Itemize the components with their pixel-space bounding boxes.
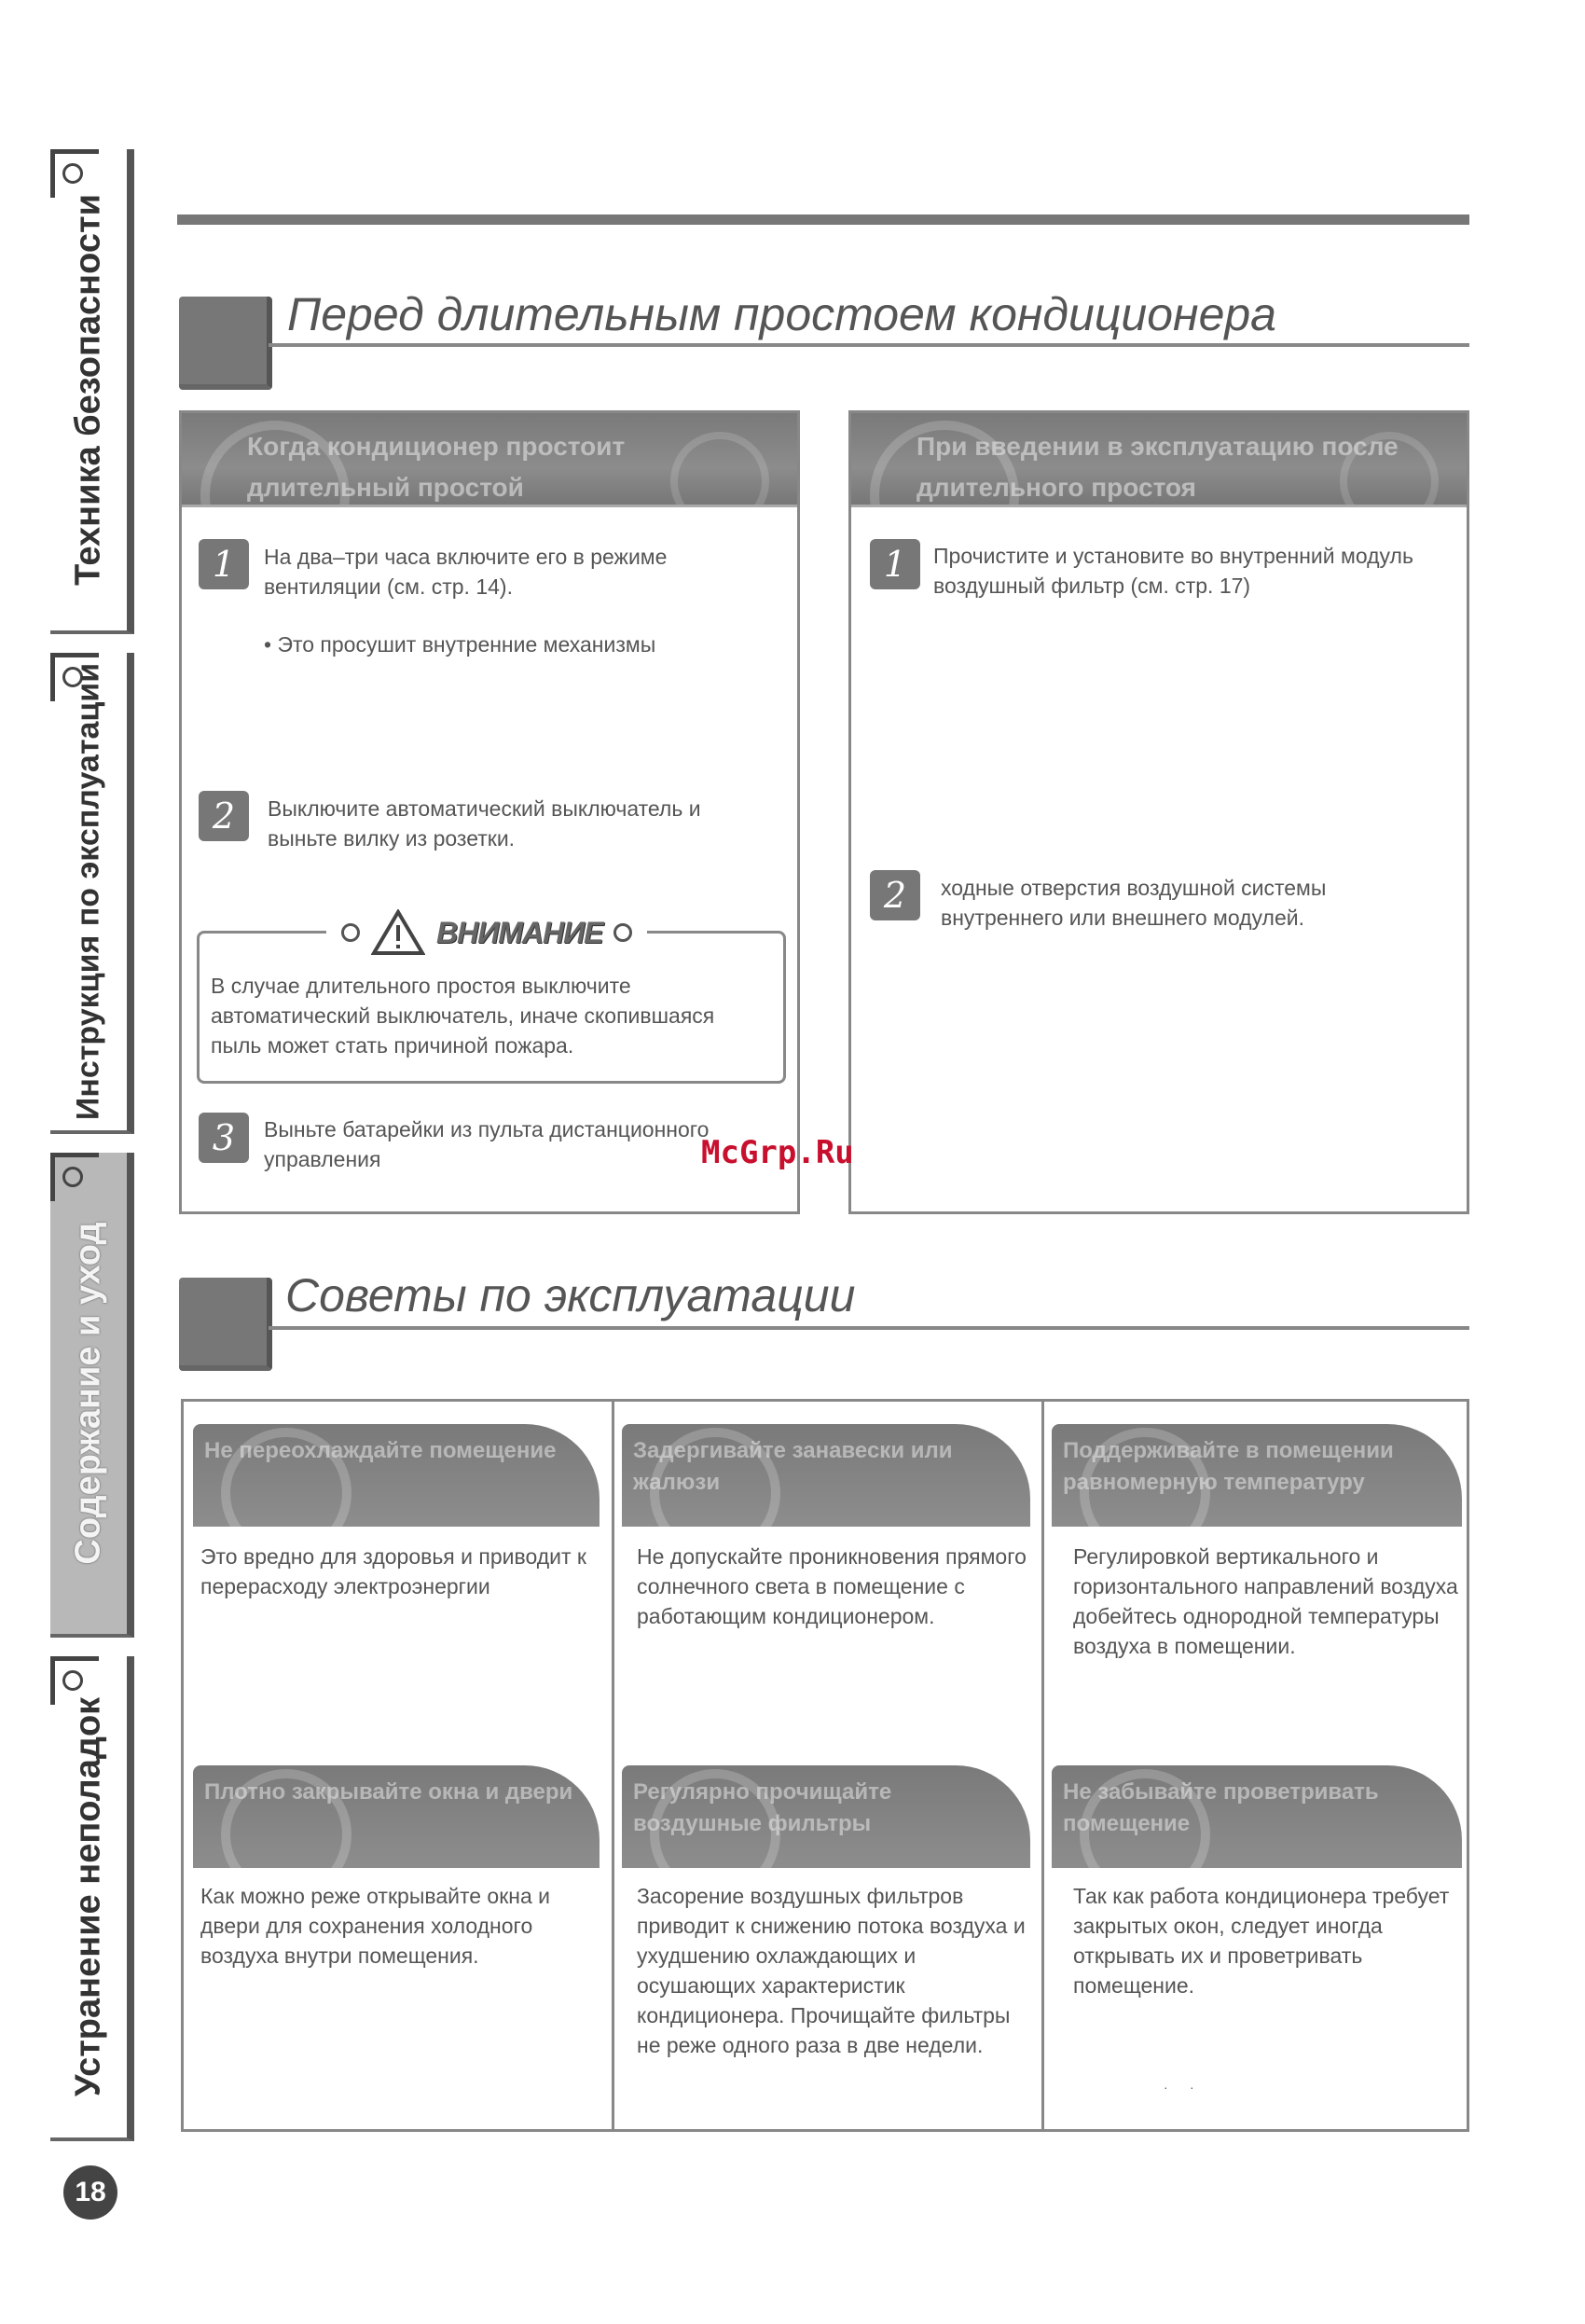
tip-text: Регулировкой вертикального и горизонтального направлений воздуха добейтесь однородной температуры воздуха в помещении. bbox=[1073, 1544, 1458, 1658]
side-tab-safety[interactable] bbox=[50, 149, 134, 634]
scan-specks: · · bbox=[1164, 2080, 1194, 2095]
warning-triangle-icon bbox=[371, 909, 425, 956]
top-divider bbox=[177, 214, 1469, 225]
step-number-icon: 1 bbox=[870, 539, 920, 589]
step-text: Прочистите и установите во внутренний модуль воздушный фильтр (см. стр. 17) bbox=[933, 544, 1413, 598]
tip-header-text: Плотно закрывайте окна и двери bbox=[204, 1779, 573, 1805]
tip-header-text: Не переохлаждайте помещение bbox=[204, 1438, 557, 1463]
step-text: На два–три часа включите его в режиме вентиляции (см. стр. 14). bbox=[264, 545, 668, 599]
step-number-icon: 3 bbox=[199, 1113, 249, 1163]
grid-divider bbox=[612, 1402, 614, 2129]
tip-header bbox=[622, 1765, 1030, 1868]
tab-corner-icon bbox=[50, 149, 99, 198]
side-tab-operation[interactable] bbox=[50, 653, 134, 1134]
step-text: Выключите автоматический выключатель и выньте вилку из розетки. bbox=[268, 796, 701, 851]
section-title: Перед длительным простоем кондиционера bbox=[287, 288, 1276, 340]
tip-text: Так как работа кондиционера требует закрытых окон, следует иногда открывать их и проветривать помещение. bbox=[1073, 1884, 1450, 1998]
step-number-icon: 2 bbox=[199, 791, 249, 841]
tip-text: Это вредно для здоровья и приводит к перерасходу электроэнергии bbox=[200, 1544, 586, 1598]
section-marker bbox=[179, 1278, 272, 1371]
page-number: 18 bbox=[63, 2165, 117, 2220]
watermark-text: McGrp.Ru bbox=[701, 1134, 854, 1171]
section-rule bbox=[269, 1326, 1469, 1330]
tip-header bbox=[1052, 1765, 1462, 1868]
tip-text: Засорение воздушных фильтров приводит к снижению потока воздуха и ухудшению охлаждающих и осушающих характеристик кондиционера. Прочищайте фильтры не реже одного раза в две недели. bbox=[637, 1884, 1026, 2057]
step-text: Выньте батарейки из пульта дистанционного управления bbox=[264, 1117, 710, 1171]
section-marker bbox=[179, 297, 272, 390]
side-tab-troubleshooting[interactable] bbox=[50, 1656, 134, 2141]
tip-text: Не допускайте проникновения прямого солнечного света в помещение с работающим кондиционером. bbox=[637, 1544, 1027, 1628]
tab-corner-icon bbox=[50, 1153, 99, 1201]
panel-before-idle bbox=[179, 410, 800, 1214]
panel-header bbox=[182, 413, 797, 507]
caution-box bbox=[197, 915, 786, 1084]
side-tab-label: Инструкция по эксплуатации bbox=[70, 662, 106, 1121]
section-title: Советы по эксплуатации bbox=[285, 1269, 856, 1321]
panel-after-idle bbox=[848, 410, 1469, 1214]
tip-header bbox=[193, 1765, 600, 1868]
tip-header-text: Регулярно прочищайте воздушные фильтры bbox=[633, 1779, 892, 1836]
tip-header bbox=[193, 1424, 600, 1527]
panel-header-text: При введении в эксплуатацию после длительного простоя bbox=[917, 432, 1399, 502]
caution-title: ВНИМАНИЕ bbox=[436, 915, 603, 949]
grid-divider bbox=[1041, 1402, 1044, 2129]
tip-header-text: Поддерживайте в помещении равномерную температуру bbox=[1063, 1438, 1394, 1495]
bullet-icon bbox=[341, 923, 360, 942]
bullet-icon bbox=[613, 923, 632, 942]
side-tab-label: Устранение неполадок bbox=[68, 1696, 108, 2097]
tip-header-text: Задергивайте занавески или жалюзи bbox=[633, 1438, 953, 1495]
tips-grid bbox=[181, 1399, 1469, 2132]
caution-text: В случае длительного простоя выключите автоматический выключатель, иначе скопившаяся пыль может стать причиной пожара. bbox=[211, 974, 715, 1058]
side-tab-maintenance[interactable] bbox=[50, 1153, 134, 1638]
section-rule bbox=[269, 343, 1469, 347]
panel-header-text: Когда кондиционер простоит длительный простой bbox=[247, 432, 626, 502]
step-number-icon: 2 bbox=[870, 870, 920, 920]
tip-text: Как можно реже открывайте окна и двери для сохранения холодного воздуха внутри помещения. bbox=[200, 1884, 550, 1968]
panel-header bbox=[851, 413, 1467, 507]
tip-header bbox=[1052, 1424, 1462, 1527]
step-number-icon: 1 bbox=[199, 539, 249, 589]
tip-header-text: Не забывайте проветривать помещение bbox=[1063, 1779, 1379, 1836]
caution-label bbox=[326, 909, 647, 956]
step-text: ходные отверстия воздушной системы внутреннего или внешнего модулей. bbox=[941, 876, 1327, 930]
side-tab-label: Техника безопасности bbox=[68, 194, 108, 586]
side-tab-label: Содержание и уход bbox=[68, 1222, 108, 1565]
tip-header bbox=[622, 1424, 1030, 1527]
step-note: • Это просушит внутренние механизмы bbox=[264, 632, 656, 657]
